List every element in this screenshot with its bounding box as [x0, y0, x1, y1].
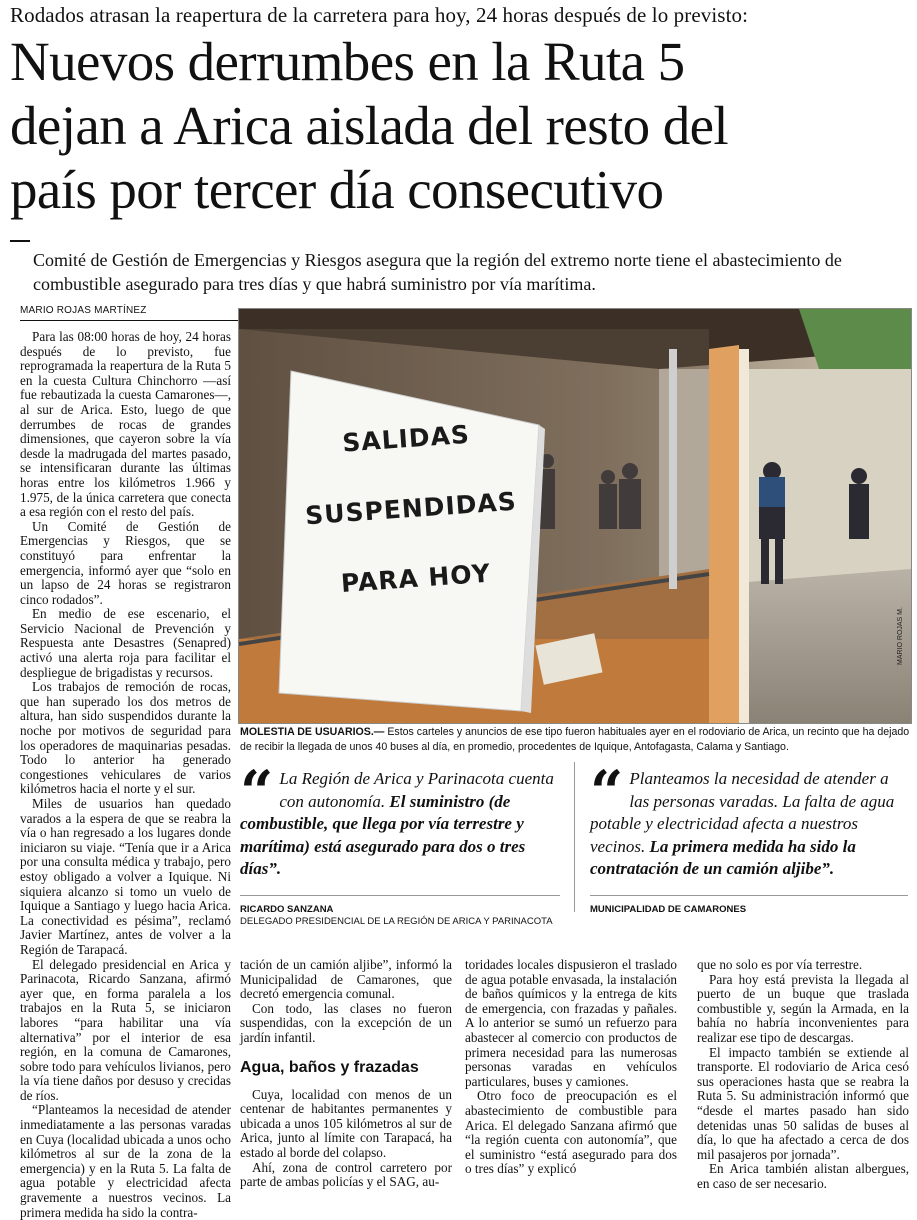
quote-source — [590, 895, 908, 916]
bus-terminal-photo — [238, 308, 912, 724]
paragraph: Para hoy está prevista la llegada al puerto de un buque que traslada combustible y, según la Armada, en la bahía no habría inconvenientes para realizar ese tipo de descargas. — [697, 971, 909, 1045]
paragraph: Cuya, localidad con menos de un centenar de habitantes permanentes y ubicada a unos 105 kilómetros al sur de Arica, junto al límite con Tarapacá, ha estado al borde del colapso. — [240, 1086, 452, 1160]
caption-lead: MOLESTIA DE USUARIOS.— — [240, 726, 385, 738]
quote-name: RICARDO SANZANA — [240, 903, 334, 915]
paragraph: Con todo, las clases no fueron suspendidas, con la excepción de un jardín infantil. — [240, 1000, 452, 1045]
paragraph: que no solo es por vía terrestre. — [697, 957, 863, 972]
paragraph: Ahí, zona de control carretero por parte de ambas policías y el SAG, au- — [240, 1159, 452, 1190]
paragraph: Miles de usuarios han quedado varados a la espera de que se reabra la vía o han regresado a los lugares donde iniciaron su viaje. “Tenía que ir a Arica por una consulta médica y trabajo, pero estoy obligado a volver a Iquique. Ni siquiera alcanzo si tomo un vuelo de Iquique a Santiago y luego hacia Arica. La conectividad es pésima”, reclamó Javier Martínez, antes de volver a la Región de Tarapacá. — [20, 796, 231, 957]
paragraph: toridades locales dispusieron el traslado de agua potable envasada, la instalación de baños químicos y la entrega de kits de emergencia, con frazadas y pañales. A lo anterior se sumó un refuerzo para abastecer al comercio con productos de primera necesidad para las numerosas personas varadas en vehículos particulares, buses y camiones. — [465, 957, 677, 1089]
paragraph: Otro foco de preocupación es el abastecimiento de combustible para Arica. El delegado Sanzana afirmó que “la región cuenta con autonomía”, que el suministro “está asegurado para dos o tres días” y explicó — [465, 1088, 677, 1177]
paragraph: Un Comité de Gestión de Emergencias y Riesgos, que se constituyó para enfrentar la emergencia, informó ayer que “solo en un lapso de 24 horas se registraron cinco rodados”. — [20, 518, 231, 607]
section-subhead: Agua, baños y frazadas — [240, 1058, 419, 1076]
paragraph: Los trabajos de remoción de rocas, que han superado los dos metros de altura, han sido suspendidos durante la noche por motivos de seguridad para los operadores de maquinarias pesadas. Todo lo anterior ha generado congestiones vehiculares de varios kilómetros hacia el norte y el sur. — [20, 679, 231, 797]
sign-line: SALIDAS — [341, 419, 471, 458]
quote-plain: La Región de Arica y Parinacota cuenta con autonomía. — [279, 769, 554, 811]
quote-source — [240, 895, 560, 928]
quote-text — [240, 758, 560, 881]
article-column-2 — [240, 958, 452, 1190]
article-column-4 — [697, 958, 909, 1192]
quote-divider — [574, 762, 575, 912]
quote-mark-icon: “ — [240, 758, 274, 826]
paragraph: En medio de ese escenario, el Servicio Nacional de Prevención y Respuesta ante Desastres (Senapred) activó una alerta roja para facilitar el despliegue de brigadistas y recursos. — [20, 606, 231, 680]
suspended-departures-sign — [284, 396, 538, 622]
quote-bold: La primera medida ha sido la contratación de un camión aljibe”. — [590, 836, 856, 878]
paragraph: El impacto también se extiende al transporte. El rodoviario de Arica cesó sus operaciones hasta que se reabra la Ruta 5. Su administración informó que “desde el martes pasado han sido detenidas unas 50 salidas de buses al día, lo que ha afectado a cerca de dos mil pasajeros por jornada”. — [697, 1044, 909, 1162]
pull-quote-1 — [240, 758, 560, 928]
quote-text — [590, 758, 908, 881]
headline — [10, 30, 910, 222]
quote-plain: Planteamos la necesidad de atender a las personas varadas. La falta de agua potable y electricidad afecta a nuestros vecinos. — [590, 769, 895, 856]
quote-role: DELEGADO PRESIDENCIAL DE LA REGIÓN DE ARICA Y PARINACOTA — [240, 915, 553, 927]
quote-name: MUNICIPALIDAD DE CAMARONES — [590, 903, 747, 915]
photo-credit: MARIO ROJAS M. — [897, 607, 904, 665]
photo-caption — [240, 725, 910, 754]
paragraph: Para las 08:00 horas de hoy, 24 horas después de lo previsto, fue reprogramada la reapertura de la Ruta 5 en la cuesta Cultura Chinchorro —así fue rebautizada la cuesta Camarones—, al sur de Arica. Esto, luego de que derrumbes de rocas de grandes dimensiones, que cayeron sobre la vía desde la madrugada del martes pasado, se intensificaran durante las últimas horas entre los kilómetros 1.966 y 1.975, de la única carretera que conecta a esa región con el resto del país. — [20, 329, 231, 520]
paragraph: En Arica también alistan albergues, en caso de ser necesario. — [697, 1161, 909, 1191]
sign-line: SUSPENDIDAS — [304, 486, 518, 531]
headline-line: dejan a Arica aislada del resto del — [10, 95, 729, 156]
caption-text: Estos carteles y anuncios de ese tipo fueron habituales ayer en el rodoviario de Arica, un recinto que ha dejado de recibir la llegada de unos 40 buses al día, en promedio, procedentes de Iquique, Antofagasta, Calama y Santiago. — [240, 726, 910, 753]
sign-line: PARA HOY — [339, 558, 492, 599]
quote-mark-icon: “ — [590, 758, 624, 826]
headline-line: Nuevos derrumbes en la Ruta 5 — [10, 31, 685, 92]
quote-bold: El suministro (de combustible, que llega por vía terrestre y marítima) está asegurado para dos o tres días”. — [240, 791, 526, 878]
deck-rule — [10, 240, 30, 242]
paragraph: El delegado presidencial en Arica y Parinacota, Ricardo Sanzana, afirmó ayer que, en forma paralela a los trabajos en la Ruta 5, se iniciaron labores “para habilitar una vía alternativa” por el interior de esa región, en la comuna de Camarones, sobre todo para vehículos livianos, pero la vía tiene daños por desuso y crecidas de ríos. — [20, 956, 231, 1103]
paragraph: tación de un camión aljibe”, informó la Municipalidad de Camarones, que decretó emergencia comunal. — [240, 957, 452, 1002]
article-column-3 — [465, 958, 677, 1177]
pull-quote-2 — [590, 758, 908, 916]
article-column-1 — [20, 330, 231, 1220]
deck: Comité de Gestión de Emergencias y Riesgos asegura que la región del extremo norte tiene el abastecimiento de combustible asegurado para tres días y que habrá suministro por vía marítima. — [33, 250, 842, 294]
headline-line: país por tercer día consecutivo — [10, 159, 664, 220]
paragraph: “Planteamos la necesidad de atender inmediatamente a las personas varadas en Cuya (localidad ubicada a unos ocho kilómetros al sur de la zona de la emergencia) y en la Ruta 5. La falta de agua potable y electricidad afecta gravemente a nuestros vecinos. La primera medida ha sido la contra- — [20, 1102, 231, 1220]
kicker: Rodados atrasan la reapertura de la carretera para hoy, 24 horas después de lo previsto: — [10, 3, 749, 27]
byline: MARIO ROJAS MARTÍNEZ — [20, 305, 238, 321]
